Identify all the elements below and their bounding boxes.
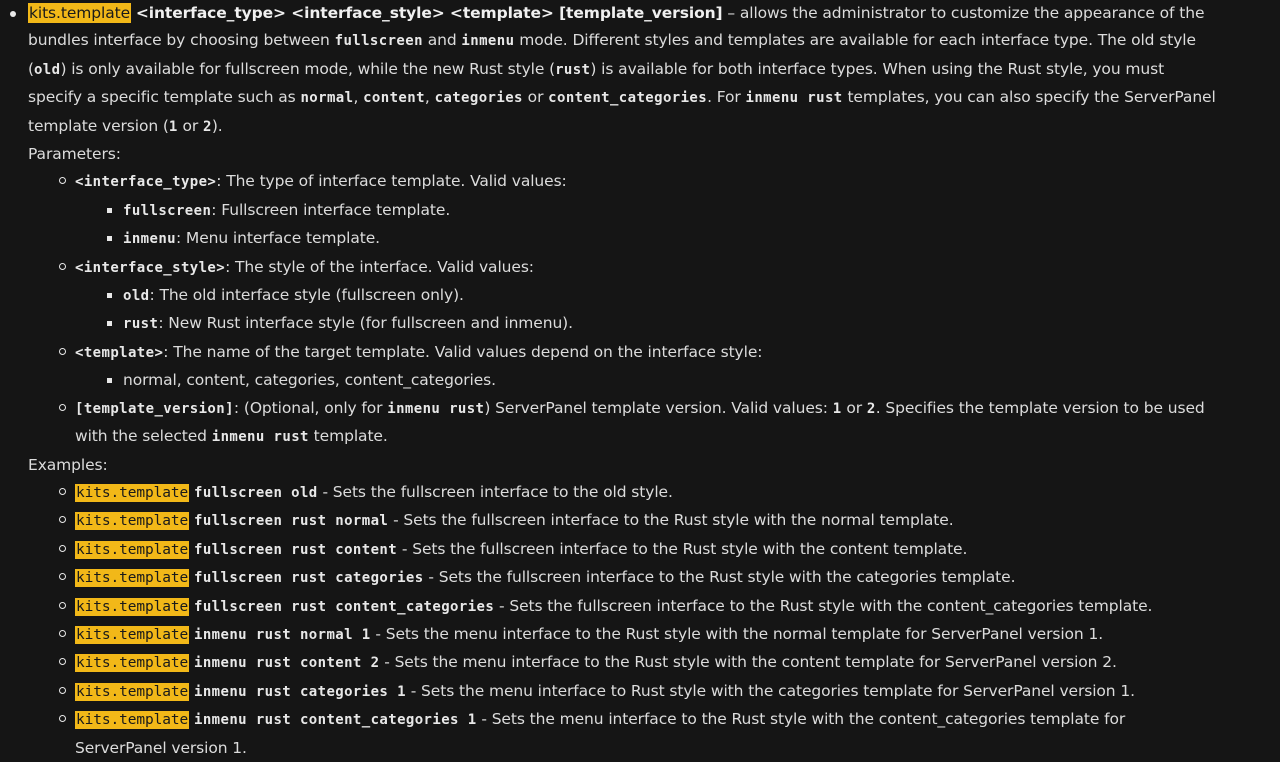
square-bullet-icon	[107, 236, 112, 241]
command-highlight: kits.template	[76, 626, 189, 643]
example-item: kits.template fullscreen rust categories - Sets the fullscreen interface to the Rust style with the categories template.	[28, 564, 1216, 592]
example-item: kits.template inmenu rust content_categories 1 - Sets the menu interface to the Rust style with the content_categories template for ServerPanel version 1.	[28, 706, 1216, 762]
param-value: normal, content, categories, content_categories.	[28, 367, 1216, 394]
circle-bullet-icon	[59, 348, 66, 355]
circle-bullet-icon	[59, 630, 66, 637]
command-highlight: kits.template	[76, 655, 189, 672]
example-item: kits.template inmenu rust normal 1 - Sets the menu interface to the Rust style with the normal template for ServerPanel version 1.	[28, 621, 1216, 649]
circle-bullet-icon	[59, 404, 66, 411]
param-values	[75, 282, 1216, 339]
example-item: kits.template fullscreen rust content - Sets the fullscreen interface to the Rust style with the content template.	[28, 536, 1216, 564]
example-item: kits.template fullscreen rust content_categories - Sets the fullscreen interface to the Rust style with the content_categories template.	[28, 593, 1216, 621]
circle-bullet-icon	[59, 177, 66, 184]
example-item: kits.template inmenu rust content 2 - Sets the menu interface to the Rust style with the content template for ServerPanel version 2.	[28, 649, 1216, 677]
param-values	[75, 367, 1216, 394]
param-item: <template>: The name of the target template. Valid values depend on the interface style: normal, content, categories, content_categories.	[28, 339, 1216, 395]
square-bullet-icon	[107, 293, 112, 298]
circle-bullet-icon	[59, 602, 66, 609]
examples-list	[28, 479, 1216, 762]
square-bullet-icon	[107, 321, 112, 326]
command-highlight: kits.template	[76, 683, 189, 700]
circle-bullet-icon	[59, 687, 66, 694]
param-item: <interface_type>: The type of interface template. Valid values: fullscreen: Fullscreen interface template. inmenu: Menu interface template.	[28, 168, 1216, 253]
command-highlight: kits.template	[76, 712, 189, 729]
circle-bullet-icon	[59, 658, 66, 665]
example-item: kits.template fullscreen old - Sets the fullscreen interface to the old style.	[28, 479, 1216, 507]
example-item: kits.template inmenu rust categories 1 - Sets the menu interface to Rust style with the categories template for ServerPanel version 1.	[28, 678, 1216, 706]
parameters-label: Parameters:	[28, 145, 121, 164]
command-highlight: kits.template	[29, 4, 131, 22]
command-highlight: kits.template	[76, 570, 189, 587]
disc-bullet-icon	[10, 11, 16, 17]
param-item: <interface_style>: The style of the interface. Valid values: old: The old interface style (fullscreen only). rust: New Rust interface style (for fullscreen and inmenu).	[28, 254, 1216, 339]
circle-bullet-icon	[59, 573, 66, 580]
circle-bullet-icon	[59, 545, 66, 552]
intro-paragraph: kits.template <interface_type> <interface_style> <template> [template_version] – allows the administrator to customize the appearance of the bundles interface by choosing between fullscreen and inmenu mode. Different styles and templates are available for each interface type. The old style (old) is only available for fullscreen mode, while the new Rust style (rust) is available for both interface types. When using the Rust style, you must specify a specific template such as normal, content, categories or content_categories. For inmenu rust templates, you can also specify the ServerPanel template version (1 or 2).	[28, 4, 1216, 135]
parameters-list	[28, 168, 1216, 451]
examples-label: Examples:	[28, 455, 108, 474]
circle-bullet-icon	[59, 488, 66, 495]
circle-bullet-icon	[59, 263, 66, 270]
square-bullet-icon	[107, 208, 112, 213]
param-value: fullscreen: Fullscreen interface template.	[28, 197, 1216, 225]
param-values	[75, 197, 1216, 254]
command-highlight: kits.template	[76, 484, 189, 501]
square-bullet-icon	[107, 378, 112, 383]
param-value: inmenu: Menu interface template.	[28, 225, 1216, 253]
command-highlight: kits.template	[76, 541, 189, 558]
circle-bullet-icon	[59, 516, 66, 523]
param-value: old: The old interface style (fullscreen only).	[28, 282, 1216, 310]
command-highlight: kits.template	[76, 513, 189, 530]
example-item: kits.template fullscreen rust normal - Sets the fullscreen interface to the Rust style with the normal template.	[28, 507, 1216, 535]
command-args: <interface_type> <interface_style> <template> [template_version]	[135, 4, 723, 22]
circle-bullet-icon	[59, 715, 66, 722]
param-item: [template_version]: (Optional, only for inmenu rust) ServerPanel template version. Valid values: 1 or 2. Specifies the template version to be used with the selected inmenu rust template.	[28, 395, 1216, 452]
param-value: rust: New Rust interface style (for fullscreen and inmenu).	[28, 310, 1216, 338]
command-highlight: kits.template	[76, 598, 189, 615]
